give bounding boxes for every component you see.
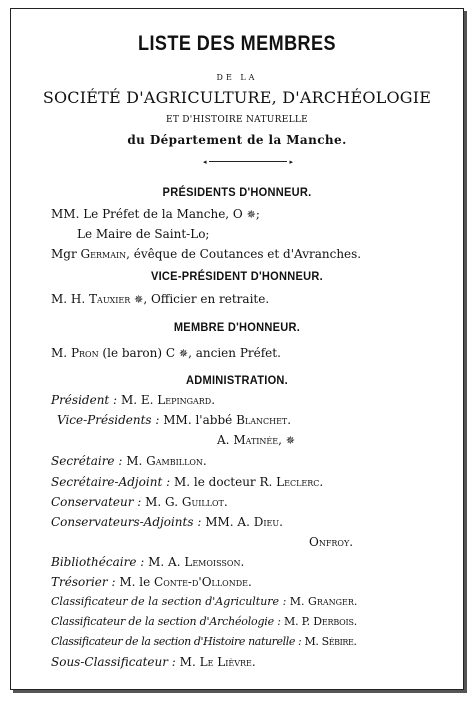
vice-president-line: M. H. Tauxier ✵, Officier en retraite.	[51, 292, 270, 306]
admin-president: Président : M. E. Lepingard.	[51, 393, 216, 407]
admin-class-agriculture: Classificateur de la section d'Agriculture : M. Granger.	[51, 595, 358, 608]
doc-title: LISTE DES MEMBRES	[138, 32, 336, 55]
presidents-heading: PRÉSIDENTS D'HONNEUR.	[162, 185, 312, 199]
star-icon: ✵	[134, 293, 144, 306]
admin-class-archeologie: Classificateur de la section d'Archéologie : M. P. Derbois.	[51, 615, 358, 628]
star-icon: ✵	[246, 208, 256, 221]
ornamental-rule: ◂ ▸	[203, 158, 293, 166]
membre-line: M. Pron (le baron) C ✵, ancien Préfet.	[51, 346, 281, 360]
administration-heading: ADMINISTRATION.	[185, 373, 289, 387]
society-name: SOCIÉTÉ D'AGRICULTURE, D'ARCHÉOLOGIE	[42, 88, 432, 107]
document-page	[10, 8, 464, 690]
vice-president-heading: VICE-PRÉSIDENT D'HONNEUR.	[150, 269, 324, 283]
society-subtitle: ET D'HISTOIRE NATURELLE	[165, 115, 309, 125]
admin-vice-presidents: Vice-Présidents : MM. l'abbé Blanchet.	[57, 413, 292, 427]
admin-secretaire: Secrétaire : M. Gambillon.	[51, 454, 207, 468]
admin-tresorier: Trésorier : M. le Conte-d'Ollonde.	[51, 575, 252, 589]
title-de-la: DE LA	[216, 73, 258, 82]
admin-secretaire-adjoint: Secrétaire-Adjoint : M. le docteur R. Leclerc.	[51, 475, 324, 489]
admin-conservateur-adjoint-2: Onfroy.	[309, 535, 354, 549]
membre-heading: MEMBRE D'HONNEUR.	[173, 320, 301, 334]
admin-conservateurs-adjoints: Conservateurs-Adjoints : MM. A. Dieu.	[51, 515, 283, 529]
admin-class-histoire: Classificateur de la section d'Histoire naturelle : M. Sébire.	[51, 635, 357, 648]
star-icon: ✵	[178, 347, 189, 360]
admin-conservateur: Conservateur : M. G. Guillot.	[51, 495, 228, 509]
admin-vice-president-2: A. Matinée, ✵	[217, 433, 295, 447]
admin-sous-classificateur: Sous-Classificateur : M. Le Lièvre.	[51, 655, 256, 669]
president-line-3: Mgr Germain, évêque de Coutances et d'Avranches.	[51, 247, 362, 261]
star-icon: ✵	[285, 434, 295, 447]
president-line-2: Le Maire de Saint-Lo;	[77, 227, 210, 241]
admin-bibliothecaire: Bibliothécaire : M. A. Lemoisson.	[51, 555, 245, 569]
president-line-1: MM. Le Préfet de la Manche, O ✵;	[51, 207, 260, 221]
department-name: du Département de la Manche.	[127, 133, 347, 147]
